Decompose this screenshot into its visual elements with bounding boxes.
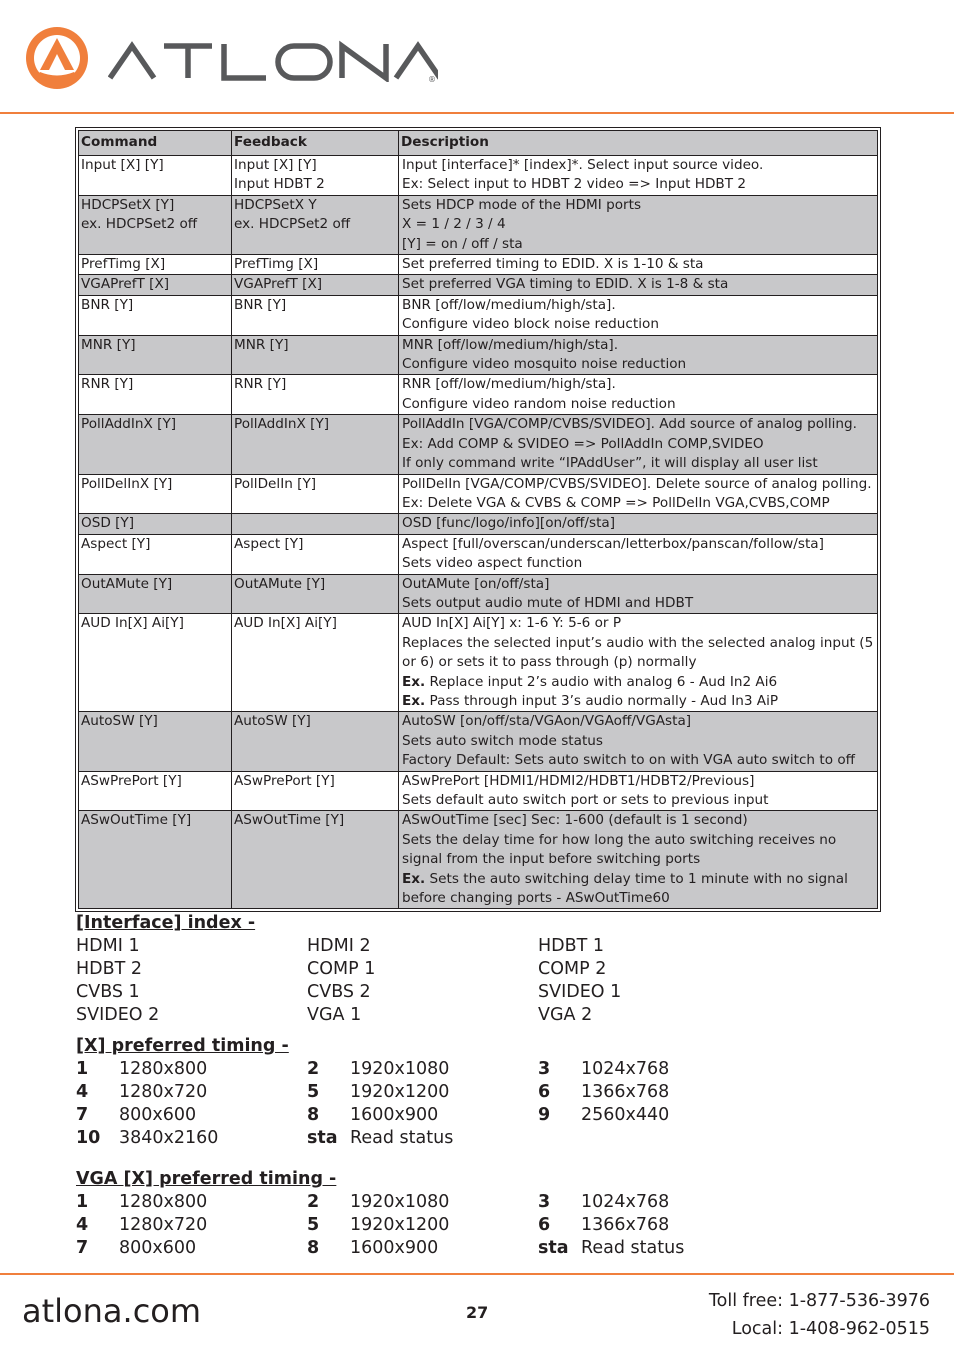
description-cell — [399, 712, 878, 771]
interface-item: HDMI 2 — [307, 936, 371, 956]
example-text: Sets the auto switching delay time to 1 minute with no signal before changing ports - ASwOutTime60 — [402, 870, 848, 907]
interface-item: CVBS 1 — [76, 982, 140, 1002]
feedback-cell-line: OutAMute [Y] — [234, 575, 326, 592]
list-row — [76, 1237, 896, 1260]
command-cell-line: Input [X] [Y] — [81, 157, 164, 173]
feedback-cell-line: MNR [Y] — [234, 336, 289, 353]
description-cell-line: Configure video block noise reduction — [402, 316, 659, 333]
feedback-cell-line: Input [X] [Y] — [234, 157, 317, 173]
timing-value: 1600x900 — [350, 1105, 439, 1125]
description-cell-line: Sets HDCP mode of the HDMI ports — [402, 196, 642, 213]
timing-value: 1280x720 — [119, 1082, 208, 1102]
description-cell-line: Factory Default: Sets auto switch to on with VGA auto switch to off — [402, 752, 856, 769]
feedback-cell — [232, 474, 399, 514]
page-number: 27 — [466, 1303, 489, 1322]
feedback-cell-line: PrefTimg [X] — [234, 256, 319, 273]
description-cell — [399, 514, 878, 534]
timing-value: 2560x440 — [581, 1105, 670, 1125]
reference-sections — [76, 912, 896, 1260]
interface-item: COMP 2 — [538, 959, 607, 979]
description-cell-line: ASwPrePort [HDMI1/HDMI2/HDBT1/HDBT2/Previous] — [402, 772, 755, 789]
description-cell — [399, 614, 878, 712]
timing-value: 1280x800 — [119, 1059, 208, 1079]
feedback-cell-line: HDCPSetX Y — [234, 196, 317, 213]
description-cell-line: RNR [off/low/medium/high/sta]. — [402, 376, 616, 393]
feedback-cell-line: VGAPrefT [X] — [234, 276, 323, 293]
description-cell — [399, 574, 878, 614]
description-cell-line: MNR [off/low/medium/high/sta]. — [402, 336, 619, 353]
timing-value: 1920x1080 — [350, 1059, 450, 1079]
timing-number: 1 — [76, 1059, 89, 1079]
description-cell — [399, 375, 878, 415]
col-header-command: Command — [79, 131, 232, 156]
table-row — [79, 375, 878, 415]
timing-number: sta — [538, 1238, 569, 1258]
feedback-cell — [232, 295, 399, 335]
command-cell-line: RNR [Y] — [81, 376, 134, 393]
example-label: Ex. — [402, 673, 426, 690]
feedback-cell — [232, 534, 399, 574]
timing-number: 3 — [538, 1059, 551, 1079]
timing-number: 6 — [538, 1215, 551, 1235]
description-cell-line: Ex: Select input to HDBT 2 video => Input HDBT 2 — [402, 176, 747, 193]
timing-number: 2 — [307, 1059, 320, 1079]
interface-item: CVBS 2 — [307, 982, 371, 1002]
svg-text:®: ® — [428, 75, 436, 82]
interface-item: VGA 2 — [538, 1005, 593, 1025]
description-cell-line: Set preferred VGA timing to EDID. X is 1-8 & sta — [402, 276, 729, 293]
command-cell-line: OSD [Y] — [81, 515, 135, 532]
description-cell-line: PollAddIn [VGA/COMP/CVBS/SVIDEO]. Add source of analog polling. — [402, 416, 857, 433]
command-cell — [79, 335, 232, 375]
description-cell-line: Ex: Delete VGA & CVBS & COMP => PollDelIn VGA,CVBS,COMP — [402, 494, 830, 511]
command-cell — [79, 712, 232, 771]
feedback-cell-line: AUD In[X] Ai[Y] — [234, 615, 337, 632]
command-cell-line: AUD In[X] Ai[Y] — [81, 615, 184, 632]
command-cell — [79, 614, 232, 712]
timing-value: 800x600 — [119, 1238, 197, 1258]
feedback-cell — [232, 255, 399, 275]
header-divider — [0, 112, 954, 114]
example-line — [402, 692, 875, 711]
page-header — [0, 0, 954, 112]
feedback-cell — [232, 415, 399, 474]
table-row — [79, 574, 878, 614]
description-cell-line: ASwOutTime [sec] Sec: 1-600 (default is 1 second) — [402, 812, 748, 829]
command-cell-line: HDCPSetX [Y] — [81, 196, 175, 213]
timing-value: 1366x768 — [581, 1082, 670, 1102]
description-cell — [399, 534, 878, 574]
col-header-description: Description — [399, 131, 878, 156]
table-row — [79, 335, 878, 375]
description-cell-line: Sets video aspect function — [402, 555, 583, 572]
table-row — [79, 712, 878, 771]
command-cell-line: OutAMute [Y] — [81, 575, 173, 592]
command-cell-line: ASwPrePort [Y] — [81, 772, 182, 789]
timing-number: 4 — [76, 1082, 89, 1102]
description-cell-line: AutoSW [on/off/sta/VGAon/VGAoff/VGAsta] — [402, 713, 692, 730]
description-cell-line: Replaces the selected input’s audio with the selected analog input (5 or 6) or sets it to pass through (p) normally — [402, 634, 874, 671]
timing-number: 1 — [76, 1192, 89, 1212]
command-cell — [79, 514, 232, 534]
feedback-cell-line: ex. HDCPSet2 off — [234, 216, 351, 233]
table-row — [79, 534, 878, 574]
description-cell-line: [Y] = on / off / sta — [402, 235, 523, 252]
command-cell — [79, 811, 232, 909]
list-row — [76, 935, 896, 958]
description-cell-line: Configure video mosquito noise reduction — [402, 356, 687, 373]
timing-value: 1920x1080 — [350, 1192, 450, 1212]
timing-value: 1920x1200 — [350, 1215, 450, 1235]
command-table-frame — [75, 127, 881, 912]
feedback-cell — [232, 514, 399, 534]
command-cell — [79, 375, 232, 415]
timing-value: 1280x800 — [119, 1192, 208, 1212]
command-cell-line: VGAPrefT [X] — [81, 276, 170, 293]
feedback-cell — [232, 614, 399, 712]
feedback-cell — [232, 195, 399, 254]
feedback-cell — [232, 335, 399, 375]
table-row — [79, 474, 878, 514]
feedback-cell-line: PollAddInX [Y] — [234, 416, 330, 433]
description-cell-line: BNR [off/low/medium/high/sta]. — [402, 296, 616, 313]
footer-divider — [0, 1273, 954, 1275]
timing-value: 1024x768 — [581, 1192, 670, 1212]
description-cell — [399, 275, 878, 295]
timing-number: 9 — [538, 1105, 551, 1125]
atlona-wordmark — [108, 40, 438, 82]
interface-index-title: [Interface] index - — [76, 913, 256, 933]
col-header-feedback: Feedback — [232, 131, 399, 156]
feedback-cell-line: Aspect [Y] — [234, 535, 304, 552]
command-cell — [79, 275, 232, 295]
footer-website: atlona.com — [22, 1292, 202, 1330]
interface-item: SVIDEO 1 — [538, 982, 622, 1002]
feedback-cell — [232, 156, 399, 196]
list-row — [76, 1058, 896, 1081]
timing-value: 1366x768 — [581, 1215, 670, 1235]
description-cell-line: Sets auto switch mode status — [402, 732, 603, 749]
table-header-row — [79, 131, 878, 156]
command-cell — [79, 156, 232, 196]
interface-item: COMP 1 — [307, 959, 376, 979]
interface-item: SVIDEO 2 — [76, 1005, 160, 1025]
feedback-cell — [232, 771, 399, 811]
command-cell-line: ex. HDCPSet2 off — [81, 216, 198, 233]
feedback-cell-line: ASwPrePort [Y] — [234, 772, 335, 789]
table-row — [79, 275, 878, 295]
description-cell-line: Ex: Add COMP & SVIDEO => PollAddIn COMP,SVIDEO — [402, 435, 764, 452]
description-cell — [399, 295, 878, 335]
timing-number: 7 — [76, 1105, 89, 1125]
footer-contact — [709, 1287, 930, 1343]
interface-index-list — [76, 935, 896, 1027]
description-cell-line: Input [interface]* [index]*. Select input source video. — [402, 157, 764, 173]
description-cell-line: Sets output audio mute of HDMI and HDBT — [402, 594, 694, 611]
command-cell-line: AutoSW [Y] — [81, 713, 158, 730]
command-cell-line: ASwOutTime [Y] — [81, 812, 192, 829]
vga-preferred-timing-list — [76, 1191, 896, 1260]
list-row — [76, 1127, 896, 1150]
feedback-cell-line: PollDelIn [Y] — [234, 475, 317, 492]
command-cell — [79, 255, 232, 275]
list-row — [76, 981, 896, 1004]
command-cell — [79, 474, 232, 514]
timing-number: 10 — [76, 1128, 101, 1148]
list-row — [76, 1214, 896, 1237]
description-cell-line: OutAMute [on/off/sta] — [402, 575, 550, 592]
table-row — [79, 195, 878, 254]
description-cell — [399, 255, 878, 275]
feedback-cell — [232, 275, 399, 295]
list-row — [76, 1081, 896, 1104]
timing-value: 1920x1200 — [350, 1082, 450, 1102]
example-text: Replace input 2’s audio with analog 6 - Aud In2 Ai6 — [425, 673, 778, 690]
description-cell-line: AUD In[X] Ai[Y] x: 1-6 Y: 5-6 or P — [402, 615, 622, 632]
command-cell — [79, 195, 232, 254]
table-row — [79, 295, 878, 335]
description-cell-line: X = 1 / 2 / 3 / 4 — [402, 216, 506, 233]
description-cell-line: If only command write “IPAddUser”, it will display all user list — [402, 455, 818, 472]
interface-item: HDBT 1 — [538, 936, 605, 956]
timing-number: 2 — [307, 1192, 320, 1212]
feedback-cell-line: BNR [Y] — [234, 296, 287, 313]
command-cell — [79, 295, 232, 335]
timing-number: sta — [307, 1128, 338, 1148]
feedback-cell-line: RNR [Y] — [234, 376, 287, 393]
description-cell-line: PollDelIn [VGA/COMP/CVBS/SVIDEO]. Delete source of analog polling. — [402, 475, 872, 492]
atlona-logo-icon — [24, 25, 90, 91]
description-cell-line: OSD [func/logo/info][on/off/sta] — [402, 515, 616, 532]
timing-value: 800x600 — [119, 1105, 197, 1125]
timing-value: 3840x2160 — [119, 1128, 219, 1148]
description-cell-line: Configure video random noise reduction — [402, 395, 676, 412]
description-cell — [399, 811, 878, 909]
timing-number: 4 — [76, 1215, 89, 1235]
example-label: Ex. — [402, 870, 426, 887]
command-cell-line: MNR [Y] — [81, 336, 136, 353]
command-cell-line: PollDelInX [Y] — [81, 475, 173, 492]
preferred-timing-title: [X] preferred timing - — [76, 1036, 289, 1056]
feedback-cell — [232, 811, 399, 909]
description-cell — [399, 771, 878, 811]
command-cell — [79, 534, 232, 574]
command-cell — [79, 415, 232, 474]
description-cell-line: Sets the delay time for how long the auto switching receives no signal from the input before switching ports — [402, 831, 837, 868]
timing-value: Read status — [581, 1238, 685, 1258]
table-row — [79, 811, 878, 909]
timing-value: 1600x900 — [350, 1238, 439, 1258]
timing-number: 5 — [307, 1215, 320, 1235]
description-cell — [399, 195, 878, 254]
timing-number: 8 — [307, 1238, 320, 1258]
timing-number: 8 — [307, 1105, 320, 1125]
command-cell-line: PrefTimg [X] — [81, 256, 166, 273]
description-cell — [399, 335, 878, 375]
example-text: Pass through input 3’s audio normally - Aud In3 AiP — [425, 692, 779, 709]
local-number: Local: 1-408-962-0515 — [731, 1319, 930, 1339]
description-cell-line: Aspect [full/overscan/underscan/letterbox/panscan/follow/sta] — [402, 535, 824, 552]
timing-value: Read status — [350, 1128, 454, 1148]
feedback-cell-line: Input HDBT 2 — [234, 176, 325, 193]
description-cell-line: Set preferred timing to EDID. X is 1-10 & sta — [402, 256, 704, 273]
feedback-cell-line: AutoSW [Y] — [234, 713, 311, 730]
timing-number: 3 — [538, 1192, 551, 1212]
list-row — [76, 1004, 896, 1027]
command-cell-line: PollAddInX [Y] — [81, 416, 177, 433]
interface-item: HDBT 2 — [76, 959, 143, 979]
table-row — [79, 255, 878, 275]
example-line — [402, 673, 875, 692]
interface-item: VGA 1 — [307, 1005, 362, 1025]
table-row — [79, 415, 878, 474]
description-cell — [399, 156, 878, 196]
feedback-cell-line: ASwOutTime [Y] — [234, 812, 345, 829]
timing-number: 6 — [538, 1082, 551, 1102]
vga-preferred-timing-title: VGA [X] preferred timing - — [76, 1169, 337, 1189]
preferred-timing-list — [76, 1058, 896, 1150]
feedback-cell — [232, 712, 399, 771]
list-row — [76, 1104, 896, 1127]
timing-value: 1280x720 — [119, 1215, 208, 1235]
example-label: Ex. — [402, 692, 426, 709]
table-row — [79, 771, 878, 811]
description-cell-line: Sets default auto switch port or sets to previous input — [402, 792, 769, 808]
timing-value: 1024x768 — [581, 1059, 670, 1079]
toll-free-number: Toll free: 1-877-536-3976 — [708, 1291, 930, 1311]
command-cell — [79, 771, 232, 811]
description-cell — [399, 474, 878, 514]
command-cell-line: BNR [Y] — [81, 296, 134, 313]
command-cell-line: Aspect [Y] — [81, 535, 151, 552]
list-row — [76, 958, 896, 981]
table-row — [79, 156, 878, 196]
timing-number: 5 — [307, 1082, 320, 1102]
table-body — [79, 156, 878, 909]
list-row — [76, 1191, 896, 1214]
timing-number: 7 — [76, 1238, 89, 1258]
interface-item: HDMI 1 — [76, 936, 140, 956]
command-table — [78, 130, 878, 909]
feedback-cell — [232, 375, 399, 415]
example-line — [402, 870, 875, 909]
table-row — [79, 514, 878, 534]
table-row — [79, 614, 878, 712]
feedback-cell — [232, 574, 399, 614]
description-cell — [399, 415, 878, 474]
command-cell — [79, 574, 232, 614]
